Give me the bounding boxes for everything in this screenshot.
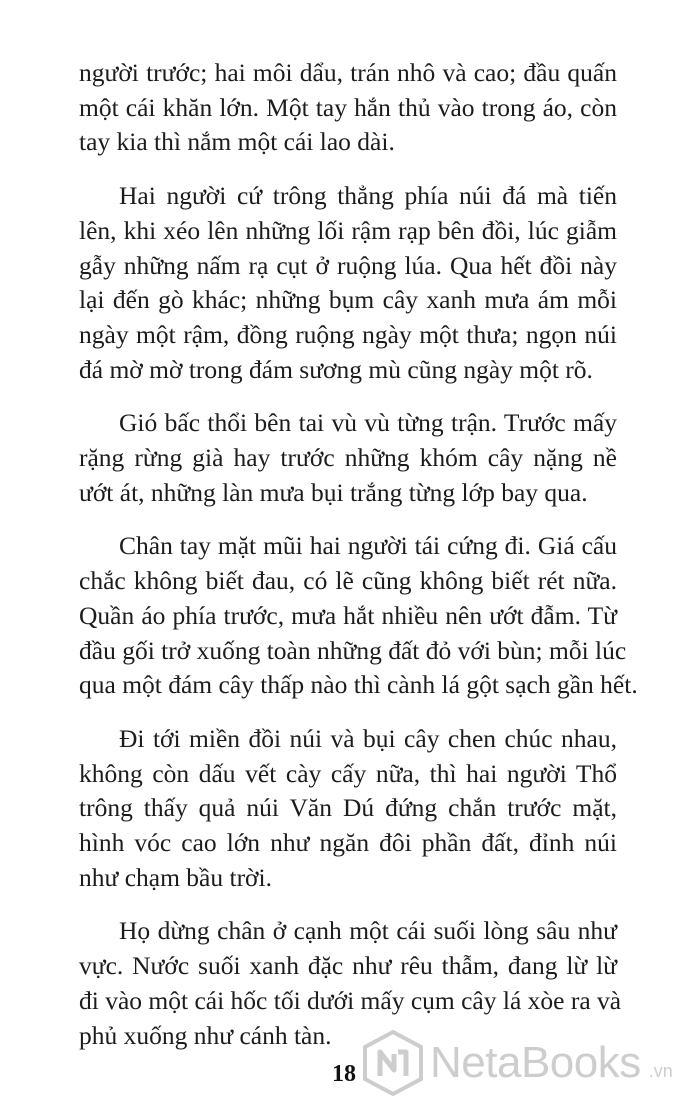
netabooks-logo-icon	[362, 1030, 424, 1096]
watermark-suffix: .vn	[648, 1061, 673, 1081]
text-line: đi vào một cái hốc tối dưới mấy cụm cây lá xòe ra và	[79, 985, 622, 1015]
text-line: chắc không biết đau, có lẽ cũng không biết rét nữa.	[79, 566, 617, 596]
paragraph	[79, 179, 617, 387]
text-line: một cái khăn lớn. Một tay hắn thủ vào trong áo, còn	[79, 92, 617, 122]
text-line: gẫy những nấm rạ cụt ở ruộng lúa. Qua hết đồi này	[79, 250, 617, 280]
page-number: 18	[332, 1061, 356, 1087]
text-line: đầu gối trở xuống toàn những đất đỏ với bùn; mỗi lúc	[79, 635, 627, 665]
text-line: trông thấy quả núi Văn Dú đứng chắn trước mặt,	[79, 793, 617, 823]
paragraph	[79, 406, 617, 510]
text-line: ướt át, những làn mưa bụi trắng từng lớp bay qua.	[79, 477, 588, 507]
text-line: đá mờ mờ trong đám sương mù cũng ngày một rõ.	[79, 354, 593, 384]
paragraph	[79, 529, 638, 703]
text-line: Họ dừng chân ở cạnh một cái suối lòng sâu như	[119, 916, 617, 946]
text-line: phủ xuống như cánh tàn.	[79, 1020, 332, 1050]
watermark-brand: NetaBooks	[430, 1038, 641, 1087]
text-line: không còn dấu vết cày cấy nữa, thì hai người Thổ	[79, 758, 617, 788]
text-line: tay kia thì nắm một cái lao dài.	[79, 127, 395, 157]
paragraph	[79, 56, 617, 160]
text-line: vực. Nước suối xanh đặc như rêu thẫm, đang lừ lừ	[79, 951, 617, 981]
text-line: ngày một rậm, đồng ruộng ngày một thưa; ngọn núi	[79, 319, 617, 349]
text-line: Hai người cứ trông thẳng phía núi đá mà tiến	[119, 181, 617, 211]
text-line: rặng rừng già hay trước những khóm cây nặng nề	[79, 443, 617, 473]
text-line: lại đến gò khác; những bụm cây xanh mưa ám mỗi	[79, 285, 617, 315]
text-line: hình vóc cao lớn như ngăn đôi phần đất, đỉnh núi	[79, 828, 617, 858]
text-line: như chạm bầu trời.	[79, 862, 273, 892]
text-line: lên, khi xéo lên những lối rậm rạp bên đồi, lúc giẫm	[79, 215, 617, 245]
text-line: Quần áo phía trước, mưa hắt nhiều nên ướt đẫm. Từ	[79, 600, 617, 630]
text-line: Đi tới miền đồi núi và bụi cây chen chúc nhau,	[119, 723, 617, 753]
text-line: Gió bấc thổi bên tai vù vù từng trận. Trước mấy	[119, 408, 617, 438]
paragraph	[79, 722, 617, 896]
page-body	[79, 56, 638, 1072]
watermark	[362, 1030, 673, 1096]
text-line: Chân tay mặt mũi hai người tái cứng đi. Giá cấu	[119, 531, 617, 561]
text-line: người trước; hai môi dẩu, trán nhô và cao; đầu quấn	[79, 58, 617, 87]
text-line: qua một đám cây thấp nào thì cành lá gột sạch gần hết.	[79, 670, 638, 700]
